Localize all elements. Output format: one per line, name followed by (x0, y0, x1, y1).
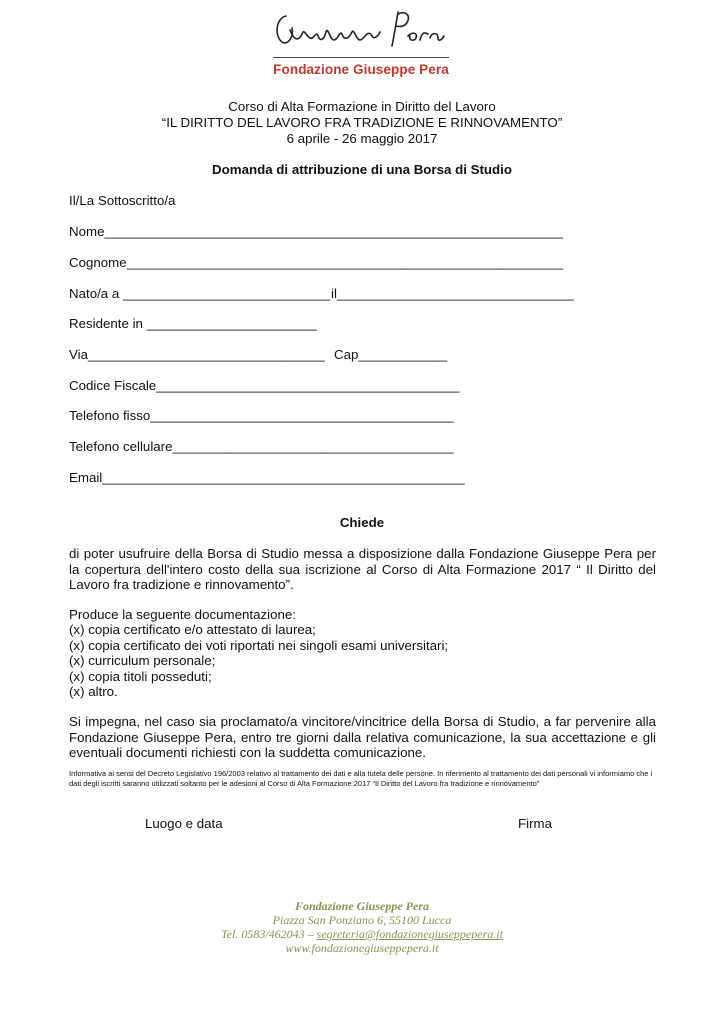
documentation-list (69, 607, 656, 699)
request-paragraph: di poter usufruire della Borsa di Studio messa a disposizione dalla Fondazione Giuseppe Pera per la copertura dell'intero costo della sua iscrizione al Corso di Alta Formazione 2017 “ Il Diritto del Lavoro fra tradizione e rinnovamento”. (69, 546, 656, 593)
footer-email-link[interactable]: segreteria@fondazionegiuseppepera.it (316, 927, 503, 941)
nome-field[interactable]: Nome______________________________________________________________ (69, 224, 563, 239)
tax-code-field[interactable]: Codice Fiscale_________________________________________ (69, 378, 460, 393)
course-subtitle: “IL DIRITTO DEL LAVORO FRA TRADIZIONE E RINNOVAMENTO” (161, 115, 563, 130)
footer-org-name: Fondazione Giuseppe Pera (294, 899, 429, 913)
logo-divider (273, 57, 449, 58)
logo-name: Fondazione Giuseppe Pera (273, 62, 449, 77)
footer-website[interactable]: www.fondazionegiuseppepera.it (285, 941, 439, 955)
birthplace-field[interactable]: Nato/a a ____________________________ (69, 286, 331, 301)
email-field[interactable]: Email_________________________________________________ (69, 470, 465, 485)
course-dates: 6 aprile - 26 maggio 2017 (286, 131, 438, 146)
commitment-paragraph: Si impegna, nel caso sia proclamato/a vincitore/vincitrice della Borsa di Studio, a far pervenire alla Fondazione Giuseppe Pera, entro tre giorni dalla relativa comunicazione, la sua accettazione e gli eventuali documenti richiesti con la suddetta comunicazione. (69, 714, 656, 761)
cognome-field[interactable]: Cognome___________________________________________________________ (69, 255, 563, 270)
list-item: (x) copia certificato e/o attestato di laurea; (69, 622, 316, 638)
mobile-field[interactable]: Telefono cellulare______________________________________ (69, 439, 454, 454)
footer-phone: Tel. 0583/462043 – (221, 927, 317, 941)
footer-address: Piazza San Ponziano 6, 55100 Lucca (272, 913, 452, 927)
footer-contact (0, 927, 724, 942)
birthdate-field[interactable]: il________________________________ (331, 286, 574, 301)
landline-field[interactable]: Telefono fisso_________________________________________ (69, 408, 454, 423)
list-item: (x) curriculum personale; (69, 653, 216, 669)
list-item: (x) altro. (69, 683, 118, 699)
street-field[interactable]: Via________________________________ (69, 347, 325, 362)
sottoscritto-label: Il/La Sottoscritto/a (69, 193, 176, 208)
list-item: (x) copia titoli posseduti; (69, 668, 212, 684)
form-title: Domanda di attribuzione di una Borsa di Studio (212, 162, 512, 177)
signature-label: Firma (518, 816, 552, 831)
section-heading-chiede: Chiede (339, 515, 385, 530)
cap-field[interactable]: Cap____________ (334, 347, 448, 362)
handwritten-signature-icon (272, 6, 452, 56)
signature-logo (272, 6, 452, 61)
list-item: (x) copia certificato dei voti riportati nei singoli esami universitari; (69, 637, 449, 653)
place-date-label: Luogo e data (145, 816, 223, 831)
privacy-notice: Informativa ai sensi del Decreto Legislativo 196/2003 relativo al trattamento dei dati e alla tutela delle persone. In riferimento al trattamento dei dati personali vi informiamo che i dati degli iscritti saranno utilizzati soltanto per le adesioni al Corso di Alta Formazione 2017 “Il Diritto del Lavoro fra tradizione e rinnovamento” (69, 769, 653, 788)
residence-field[interactable]: Residente in _______________________ (69, 316, 317, 331)
documentation-intro: Produce la seguente documentazione: (69, 607, 296, 622)
course-title: Corso di Alta Formazione in Diritto del Lavoro (228, 99, 496, 114)
